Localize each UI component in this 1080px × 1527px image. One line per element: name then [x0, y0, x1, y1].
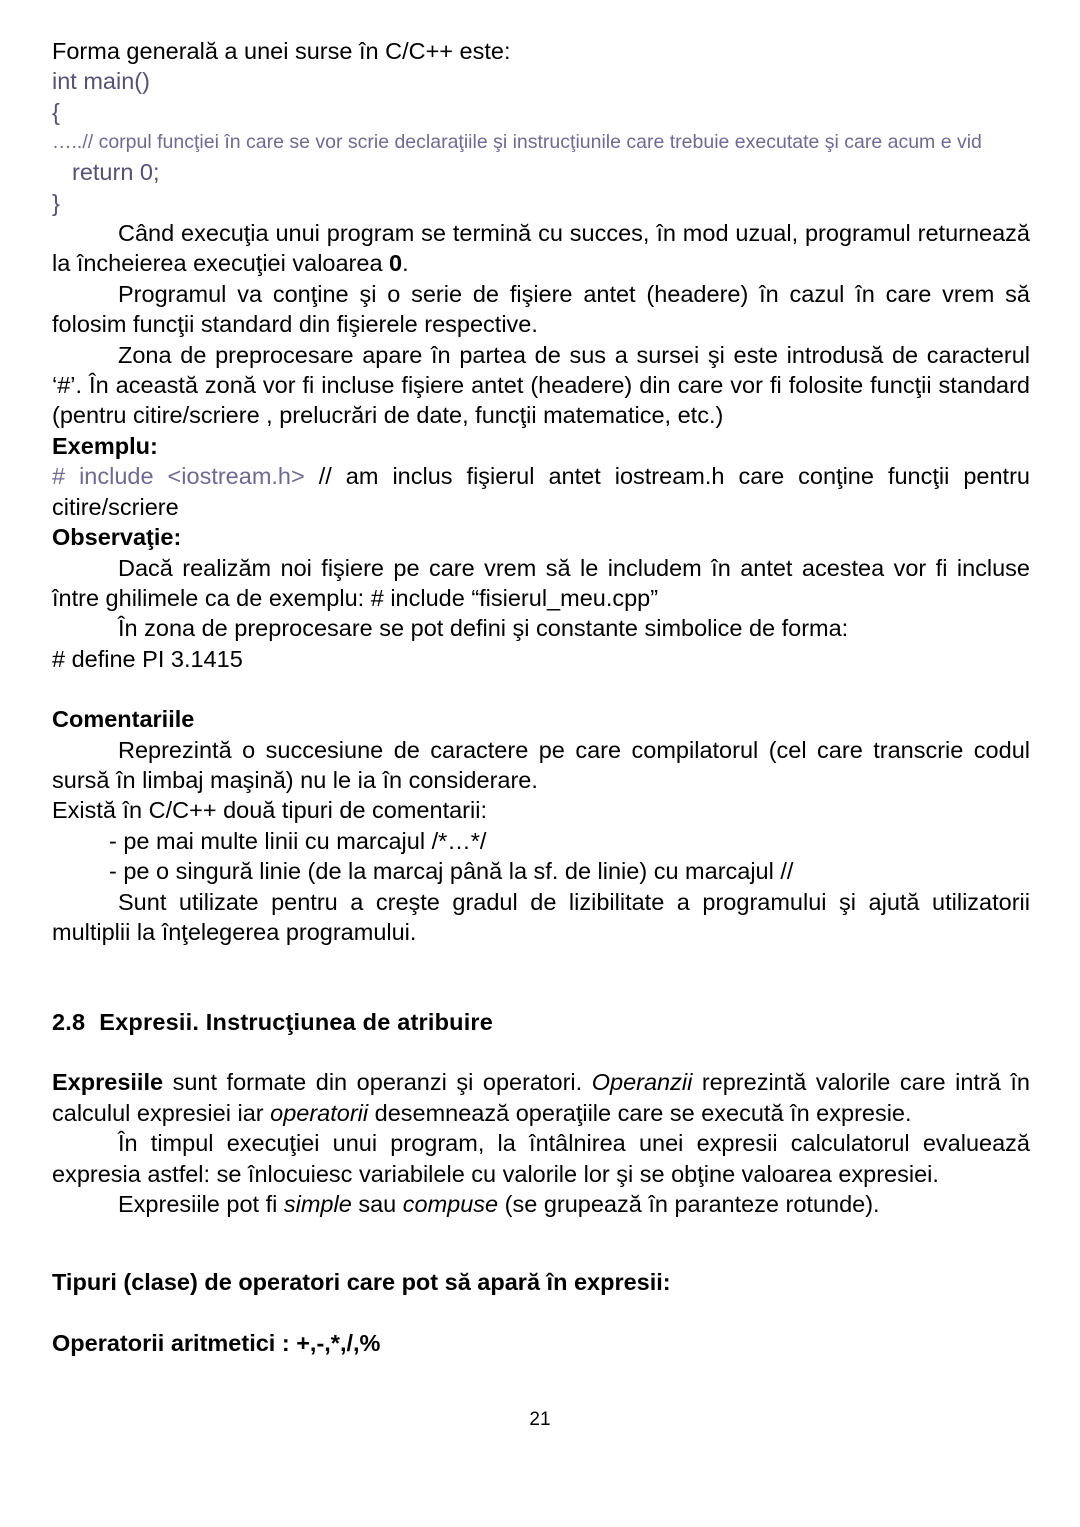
code-line-open-brace: { — [52, 98, 60, 125]
paragraph-in-zona-preprocesare: În zona de preprocesare se pot defini şi constante simbolice de forma: — [118, 615, 849, 642]
expresiile-text-2: reprezintă valorile care intră în calculul expresiei iar — [52, 1069, 1031, 1126]
term-simple: simple — [283, 1191, 352, 1217]
spacer-before-tipuri — [52, 1219, 1030, 1267]
paragraph-sunt-utilizate: Sunt utilizate pentru a creşte gradul de lizibilitate a programului şi ajută utilizatorii multiplii la înţelegerea programului. — [52, 888, 1030, 945]
paragraph-include-example — [52, 461, 1030, 522]
page-body-column — [52, 36, 1030, 1358]
paragraph-reprezinta: Reprezintă o succesiune de caractere pe care compilatorul (cel care transcrie codul sursă în limbaj maşină) nu le ia în considerare. — [52, 736, 1030, 793]
page-number: 21 — [529, 1409, 551, 1430]
pot-fi-text-3: (se grupează în paranteze rotunde). — [498, 1191, 880, 1217]
code-line-comment: …..// corpul funcţiei în care se vor scrie declaraţiile şi instrucţiunile care trebuie executate şi care acum e vid — [52, 131, 982, 154]
include-directive-comment: // am inclus fişierul antet iostream.h care conţine funcţii pentru citire/scriere — [52, 463, 1030, 520]
section-heading-2-8 — [52, 1007, 1030, 1037]
code-line-close-brace: } — [52, 189, 60, 216]
pot-fi-text-2: sau — [351, 1191, 403, 1217]
paragraph-zona-de-preprocesare: Zona de preprocesare apare în partea de sus a sursei şi este introdusă de caracterul ‘#’. În această zonă vor fi incluse fişiere antet (headere) din care vor fi folosite funcţii standard (pentru citire/scriere , prelucrări de date, funcţii matematice, etc.) — [52, 341, 1030, 429]
heading-comentariile: Comentariile — [52, 706, 195, 733]
section-title: Expresii. Instrucţiunea de atribuire — [99, 1009, 494, 1036]
include-directive-code: # include <iostream.h> — [52, 463, 305, 490]
term-expresiile: Expresiile — [52, 1069, 164, 1096]
spacer-before-section-2-8 — [52, 947, 1030, 1007]
heading-tipuri-operatori: Tipuri (clase) de operatori care pot să apară în expresii: — [52, 1269, 671, 1296]
paragraph-expresiile-pot-fi — [52, 1189, 1030, 1219]
spacer-before-operatori-aritmetici — [52, 1298, 1030, 1328]
paragraph-programul-va-contine: Programul va conţine şi o serie de fişiere antet (headere) în cazul în care vrem să folosim funcţii standard din fişierele respective. — [52, 280, 1030, 338]
expresiile-text-3: desemnează operaţiile care se execută în expresie. — [368, 1099, 912, 1126]
para-cand-zero: 0 — [389, 250, 403, 277]
code-line-int-main: int main() — [52, 68, 150, 95]
intro-line: Forma generală a unei surse în C/C++ este: — [52, 38, 511, 64]
spacer-after-section-heading — [52, 1037, 1030, 1067]
pot-fi-text-1: Expresiile pot fi — [118, 1191, 284, 1217]
paragraph-expresiile-definition — [52, 1067, 1030, 1128]
para-cand-period: . — [402, 250, 409, 277]
paragraph-daca-realizam: Dacă realizăm noi fişiere pe care vrem să le includem în antet acestea vor fi incluse între ghilimele ca de exemplu: # include “fisierul_meu.cpp” — [52, 554, 1030, 611]
define-line: # define PI 3.1415 — [52, 645, 243, 672]
heading-exemplu: Exemplu: — [52, 432, 158, 459]
list-item-comment-multiline: - pe mai multe linii cu marcajul /*…*/ — [109, 827, 487, 854]
para-cand-text: Când execuţia unui program se termină cu succes, în mod uzual, programul returnează la încheierea execuţiei valoarea — [52, 220, 1030, 277]
term-compuse: compuse — [402, 1191, 499, 1217]
code-line-return: return 0; — [72, 159, 160, 186]
paragraph-exista-doua-tipuri: Există în C/C++ două tipuri de comentarii: — [52, 797, 487, 824]
term-operatorii: operatorii — [270, 1099, 369, 1126]
expresiile-text-1: sunt formate din operanzi şi operatori. — [163, 1069, 592, 1096]
spacer-before-comentariile — [52, 674, 1030, 704]
term-operanzii: Operanzii — [591, 1069, 693, 1096]
list-item-comment-singleline: - pe o singură linie (de la marcaj până la sf. de linie) cu marcajul // — [109, 858, 794, 885]
section-number: 2.8 — [52, 1009, 86, 1036]
heading-observatie: Observaţie: — [52, 524, 182, 551]
heading-operatorii-aritmetici: Operatorii aritmetici : +,-,*,/,% — [52, 1329, 381, 1356]
paragraph-cand-executia — [52, 218, 1030, 279]
paragraph-in-timpul-executiei: În timpul execuţiei unui program, la întâlnirea unei expresii calculatorul evaluează expresia astfel: se înlocuiesc variabilele cu valorile lor şi se obţine valoarea expresiei. — [52, 1130, 1030, 1187]
